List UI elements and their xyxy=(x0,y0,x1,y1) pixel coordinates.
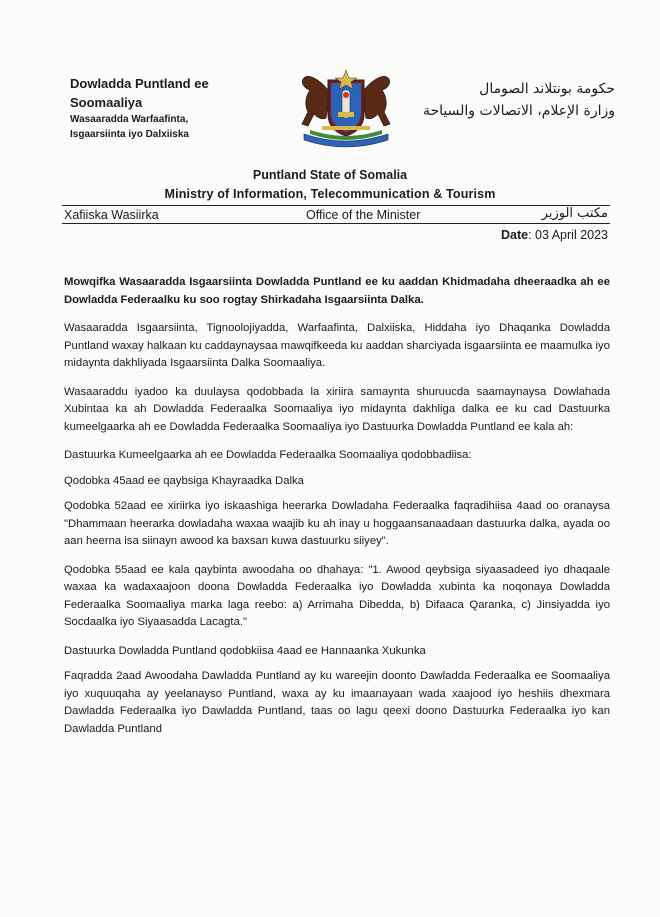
letterhead-somali-block xyxy=(70,74,260,142)
letterhead-govt-name-line2: Soomaaliya xyxy=(70,95,143,110)
paragraph-7: Dastuurka Dowladda Puntland qodobkiisa 4aad ee Hannaanka Xukunka xyxy=(64,644,426,657)
paragraph-6: Qodobka 55aad ee kala qaybinta awoodaha oo dhahaya: "1. Awood qeybsiga siyaasadeed iyo dhaqaale waxaa ka wadaxaajoon doona Dowladda Federaalka iyo Dowladda xubinta ka noqonaya Dowladda Federaalka Soomaaliya marka laga reebo: a) Arrimaha Dibedda, b) Difaaca Qaranka, c) Jinsiyadda iyo Socdaalka iyo Siyaasadda Lacagta." xyxy=(64,563,610,628)
letter-date xyxy=(501,228,608,242)
paragraph-4: Qodobka 45aad ee qaybsiga Khayraadka Dalka xyxy=(64,474,304,487)
state-title: Puntland State of Somalia xyxy=(252,168,408,182)
coat-of-arms-icon xyxy=(282,64,410,156)
letterhead-ministry-line2: Isgaarsiinta iyo Dalxiiska xyxy=(70,129,189,140)
paragraph-5: Qodobka 52aad ee xiriirka iyo iskaashiga heerarka Dowladaha Federaalka faqradihiisa 4aad oo oranaysa "Dhammaan heerarka dowladaha waxaa waajib ku ah inay u hoggaansanaadaan dastuurka dalka, ayada oo aan heerna isa siinayn awood ka baxsan kuwa dastuurku siiyey". xyxy=(64,500,610,547)
ministry-title: Ministry of Information, Telecommunication & Tourism xyxy=(164,187,496,201)
paragraph-8: Faqradda 2aad Awoodaha Dawladda Puntland ay ku wareejin doonto Dawladda Federaalka ee Soomaaliya iyo xuquuqaha ay yeelanayso Puntland, waxa ay ku imaanayaan wada xaajood iyo heshiis dhexmara Dawladda Federaalka iyo Dawladda Puntland, taas oo lagu qeexi doono Dastuurka Federaalka iyo kan Dawladda Puntland xyxy=(64,670,610,735)
paragraph-3: Dastuurka Kumeelgaarka ah ee Dowladda Federaalka Soomaaliya qodobbadiisa: xyxy=(64,449,472,461)
date-label: Date xyxy=(500,228,529,242)
letterhead-arabic-block xyxy=(415,78,615,122)
letter-heading: Mowqifka Wasaaradda Isgaarsiinta Dowladda Puntland ee ku aaddan Khidmadaha dheeraadka ah ee Dowladda Federaalku ku soo rogtay Shirkadaha Isgaarsiinta Dalka. xyxy=(64,276,610,306)
letterhead-ministry-line1: Wasaaradda Warfaafinta, xyxy=(70,114,189,125)
paragraph-1: Wasaaradda Isgaarsiinta, Tignoolojiyadda, Warfaafinta, Dalxiiska, Hiddaha iyo Dhaqanka Dowladda Puntland waxay halkaan ku caddaynaysaa mawqifkeeda ku aaddan sharciyada isgaarsiinta ee maamulka iyo midaynta dakhliyada Isgaarsiinta Dalka Soomaaliya. xyxy=(64,322,610,369)
office-arabic: مكتب الوزير xyxy=(541,206,608,221)
header-divider-bottom xyxy=(62,223,610,224)
office-english: Office of the Minister xyxy=(306,208,421,222)
letterhead-govt-name-line1: Dowladda Puntland ee xyxy=(70,76,209,91)
date-value: : 03 April 2023 xyxy=(528,228,608,242)
letter-body xyxy=(64,274,610,749)
letterhead-arabic-line1: حكومة بونتلاند الصومال xyxy=(479,81,615,97)
paragraph-2: Wasaaraddu iyadoo ka duulaysa qodobbada la xiriira samaynta shuruucda saamaynaysa Dowlahada Xubintaa ka ah Dowladda Federaalka Soomaaliya iyo midaynta dakhliga dalka ee ku cad Dastuurka kumeelgaarka ah ee Dowladda Federaalka Soomaaliya iyo Dastuurka Dowladda Puntland ee kala ah: xyxy=(64,385,610,433)
office-somali: Xafiiska Wasiirka xyxy=(64,208,159,222)
letterhead-arabic-line2: وزارة الإعلام، الاتصالات والسياحة xyxy=(422,103,615,119)
header-divider-top xyxy=(62,205,610,206)
